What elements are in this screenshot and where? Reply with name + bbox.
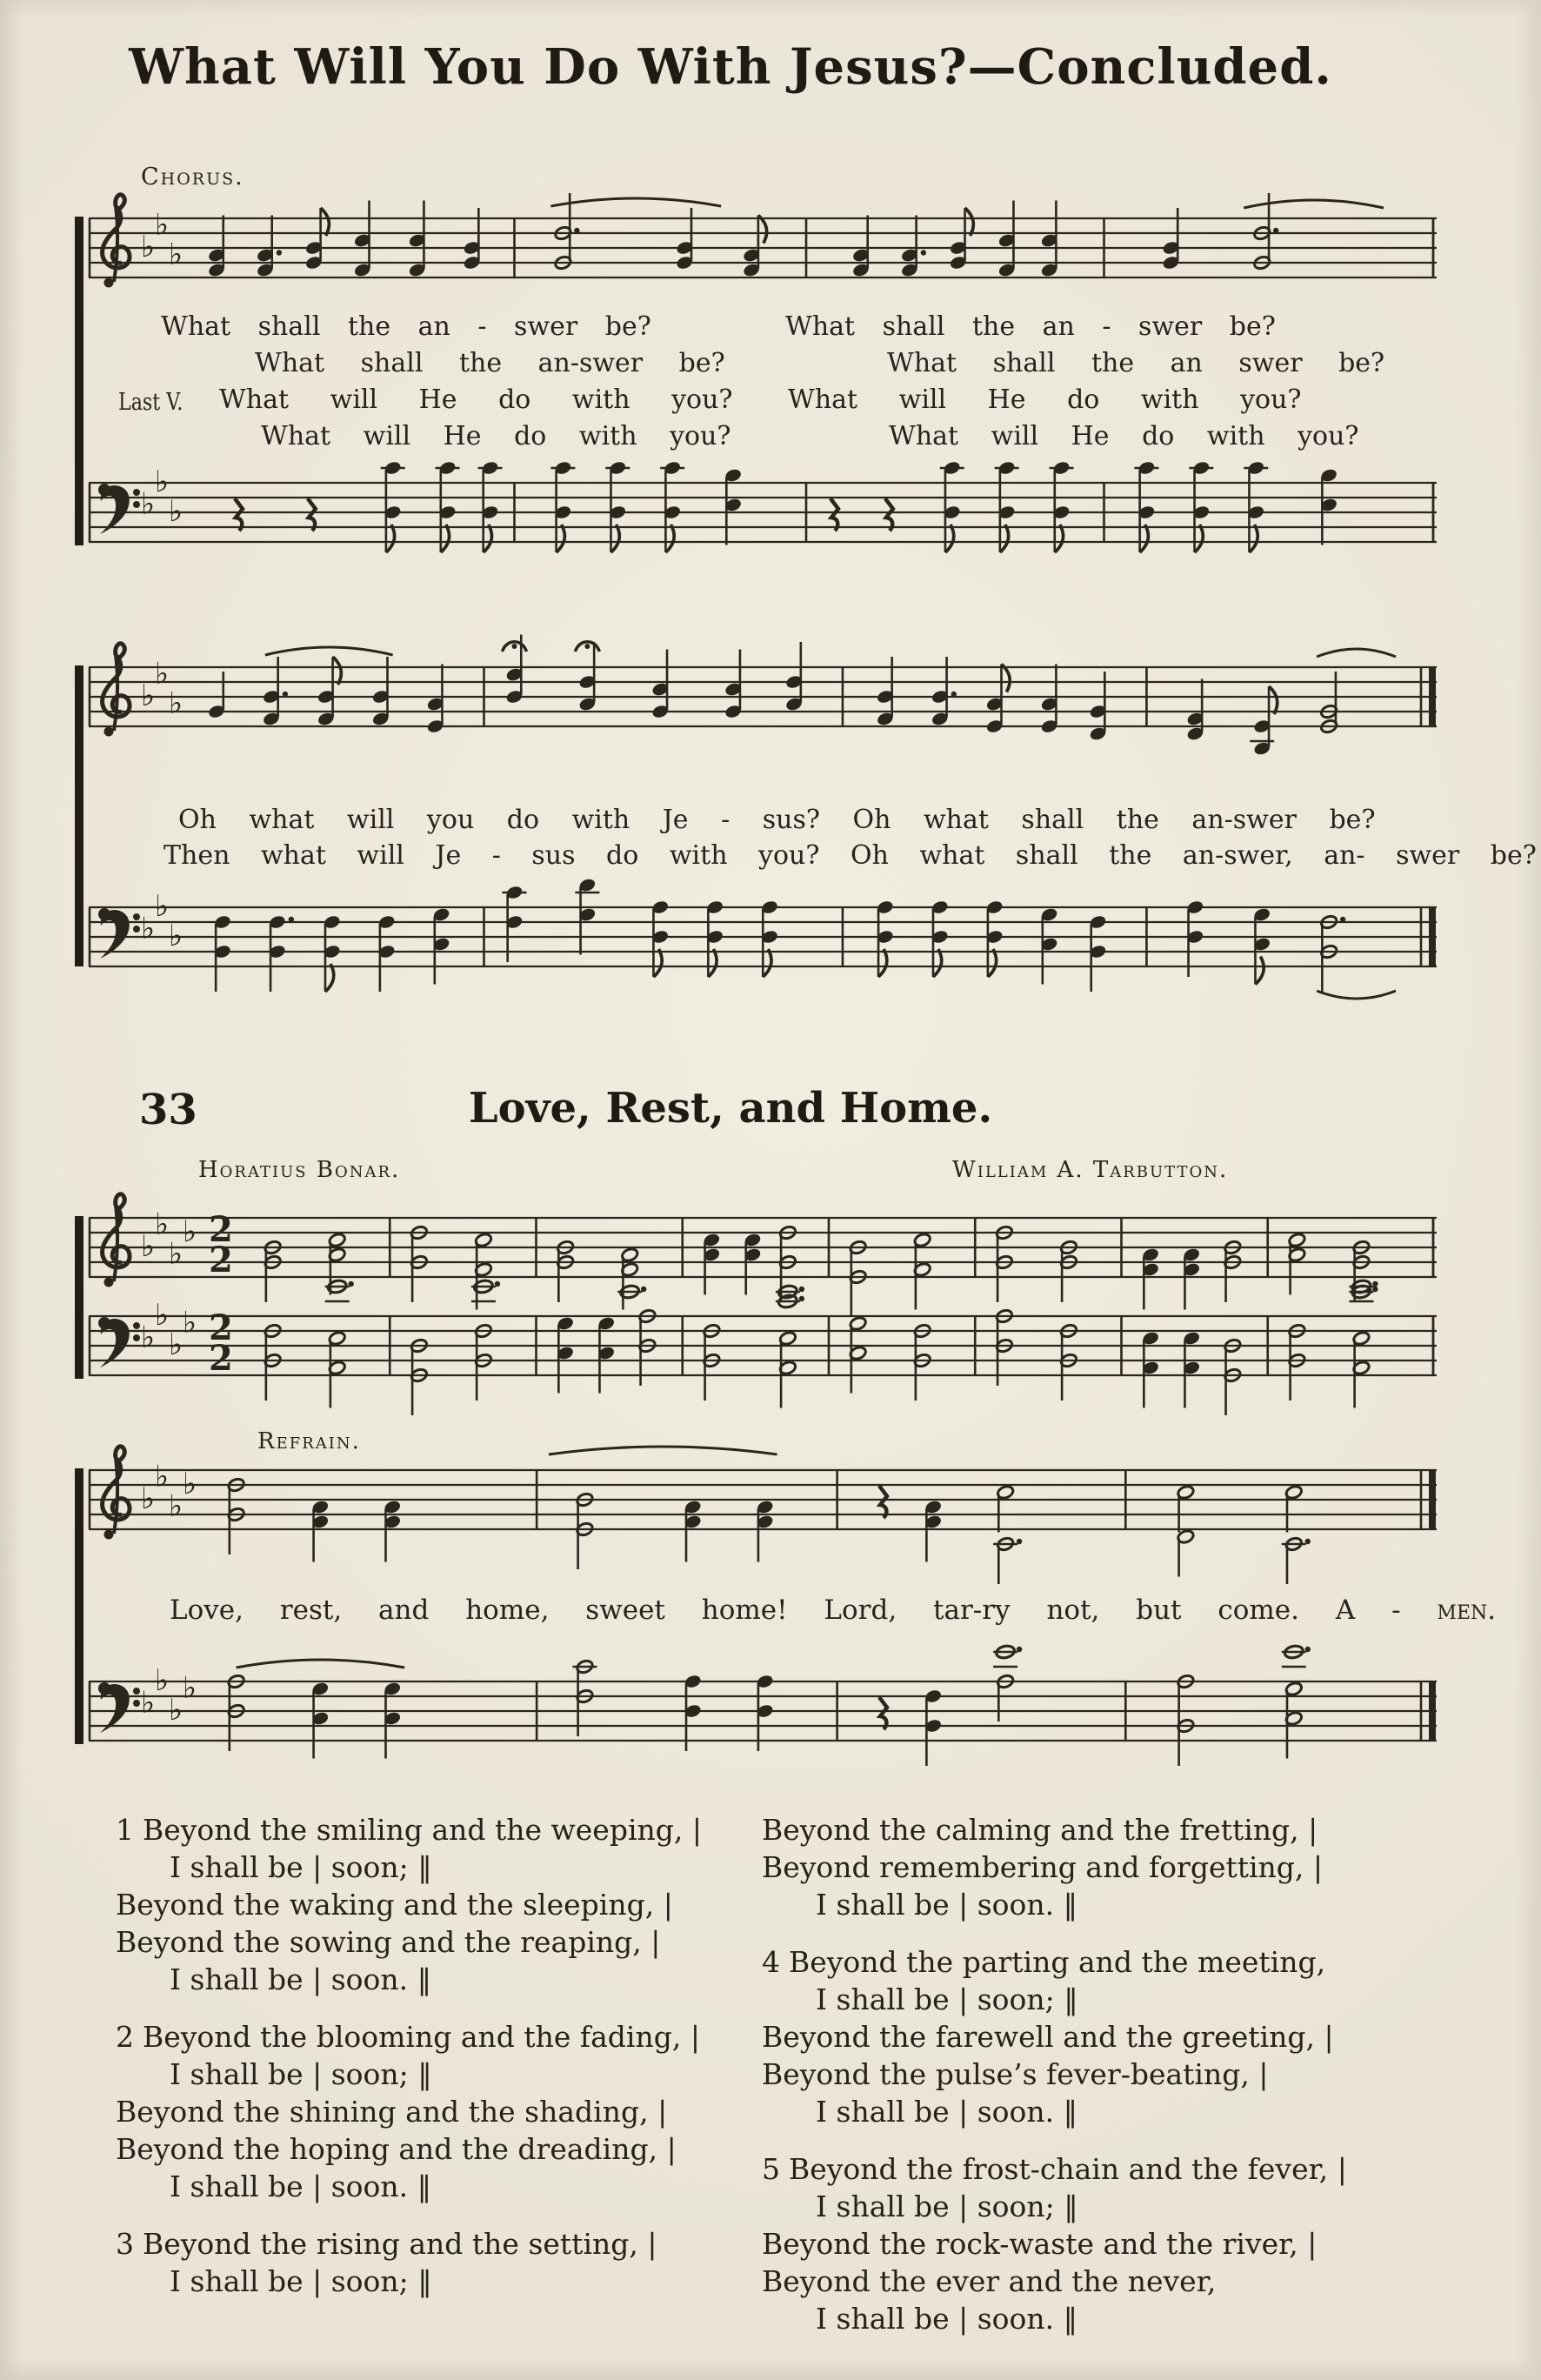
lyric-line: What will He do with you?	[788, 384, 1302, 415]
bass-staff-hymn33	[87, 1268, 1440, 1434]
lyric-line: What shall the an-swer be?	[255, 348, 725, 378]
refrain-lyric-line: Love, rest, and home, sweet home! Lord, tar-ry not, but come. A - men.	[170, 1594, 1497, 1626]
lyric-line: Then what will Je - sus do with you? Oh what shall the an-swer, an- swer be?	[163, 840, 1537, 871]
svg-text:♭: ♭	[169, 1327, 183, 1362]
svg-text:♭: ♭	[155, 1207, 170, 1242]
last-verse-marker: Last V.	[118, 389, 183, 416]
verse-column-left	[116, 1811, 759, 2320]
lyric-line: What shall the an - swer be?	[161, 311, 651, 342]
svg-text:2: 2	[209, 1338, 233, 1379]
verse-number: 3	[116, 2227, 134, 2261]
verse	[762, 1811, 1475, 1923]
verse-line: I shall be | soon. ‖	[170, 1962, 432, 1996]
verse-line: Beyond the hoping and the dreading, |	[116, 2132, 677, 2166]
verse-number: 4	[762, 1945, 780, 1979]
verse-column-right	[762, 1811, 1475, 2357]
svg-text:♭: ♭	[141, 1320, 156, 1355]
lyricist-name: Horatius Bonar.	[198, 1157, 401, 1183]
svg-text:♭: ♭	[141, 486, 156, 522]
svg-text:2: 2	[209, 1240, 233, 1280]
verse-line: 4 Beyond the parting and the meeting,	[762, 1945, 1326, 1979]
verse-line: Beyond the shining and the shading, |	[116, 2095, 668, 2129]
lyric-line: What will He do with you?	[261, 421, 731, 451]
bass-staff-system1	[87, 435, 1440, 600]
svg-text:♭: ♭	[183, 1214, 197, 1249]
verse	[116, 1811, 759, 1998]
svg-text:♭: ♭	[183, 1305, 197, 1340]
verse-line: 1 Beyond the smiling and the weeping, |	[116, 1813, 702, 1847]
svg-text:♭: ♭	[169, 919, 183, 953]
verse	[116, 2225, 759, 2300]
verse	[762, 1943, 1475, 2130]
verse-line: I shall be | soon; ‖	[170, 1850, 432, 1884]
svg-text:♭: ♭	[141, 1481, 156, 1516]
svg-text:2: 2	[209, 1209, 233, 1250]
verse-line: 3 Beyond the rising and the setting, |	[116, 2227, 657, 2261]
verse-line: 5 Beyond the frost-chain and the fever, |	[762, 2152, 1347, 2186]
system-barline	[75, 1468, 83, 1744]
svg-text:♭: ♭	[169, 237, 183, 272]
svg-text:♭: ♭	[141, 1685, 156, 1721]
amen-text: A - men.	[1335, 1594, 1497, 1626]
svg-text:2: 2	[209, 1307, 233, 1348]
system-barline	[75, 665, 83, 966]
svg-text:♭: ♭	[169, 685, 183, 721]
lyric-line: Oh what will you do with Je - sus? Oh what shall the an-swer be?	[178, 805, 1376, 835]
hymn-title: Love, Rest, and Home.	[468, 1084, 993, 1133]
lyric-line: What will He do with you?	[889, 421, 1359, 451]
verse-line: Beyond the farewell and the greeting, |	[762, 2020, 1334, 2054]
verse-line: I shall be | soon; ‖	[816, 1982, 1078, 2016]
bass-staff-system2	[87, 859, 1440, 1025]
verse-line: Beyond remembering and forgetting, |	[762, 1850, 1324, 1884]
svg-text:♭: ♭	[183, 1670, 197, 1706]
svg-text:♭: ♭	[169, 1236, 183, 1272]
svg-text:♭: ♭	[155, 207, 170, 243]
svg-text:♭: ♭	[155, 889, 170, 924]
svg-text:♭: ♭	[155, 465, 170, 499]
svg-text:♭: ♭	[155, 1663, 170, 1698]
system-barline	[75, 217, 83, 545]
verse	[116, 2018, 759, 2205]
svg-text:♭: ♭	[169, 1488, 183, 1524]
verse-line: I shall be | soon. ‖	[170, 2169, 432, 2203]
verse-number: 2	[116, 2020, 134, 2054]
svg-text:♭: ♭	[155, 656, 170, 692]
verse-number: 1	[116, 1813, 134, 1847]
verse	[762, 2150, 1475, 2337]
system-barline	[75, 1216, 83, 1379]
lyric-line: What shall the an swer be?	[887, 348, 1385, 378]
verse-line: I shall be | soon. ‖	[816, 1888, 1078, 1922]
verse-line: I shall be | soon; ‖	[170, 2057, 432, 2091]
svg-text:♭: ♭	[141, 1229, 156, 1264]
page-title: What Will You Do With Jesus?—Concluded.	[129, 38, 1332, 96]
svg-text:♭: ♭	[155, 1459, 170, 1494]
verse-number: 5	[762, 2152, 780, 2186]
svg-text:♭: ♭	[141, 679, 156, 713]
lyric-line: What shall the an - swer be?	[785, 311, 1276, 342]
verse-line: 2 Beyond the blooming and the fading, |	[116, 2020, 700, 2054]
svg-text:♭: ♭	[183, 1467, 197, 1501]
verse-line: I shall be | soon. ‖	[816, 2095, 1078, 2129]
svg-text:♭: ♭	[155, 1298, 170, 1333]
chorus-label: Chorus.	[141, 164, 244, 191]
refrain-label: Refrain.	[257, 1428, 361, 1454]
verse-line: Beyond the pulse’s fever-beating, |	[762, 2057, 1269, 2091]
verse-line: Beyond the calming and the fretting, |	[762, 1813, 1318, 1847]
treble-staff-system2	[87, 619, 1440, 785]
bass-staff-refrain	[87, 1634, 1440, 1799]
verse-line: Beyond the rock-waste and the river, |	[762, 2227, 1318, 2261]
lyric-line: What will He do with you?	[219, 384, 733, 415]
hymn-number: 33	[139, 1086, 197, 1134]
verse-line: I shall be | soon; ‖	[170, 2264, 432, 2298]
composer-name: William A. Tarbutton.	[952, 1157, 1229, 1183]
verse-line: Beyond the sowing and the reaping, |	[116, 1925, 661, 1959]
svg-text:♭: ♭	[169, 1693, 183, 1728]
svg-text:♭: ♭	[141, 911, 156, 946]
svg-text:♭: ♭	[169, 494, 183, 529]
verse-line: Beyond the ever and the never,	[762, 2264, 1217, 2298]
svg-text:♭: ♭	[141, 230, 156, 264]
verse-line: I shall be | soon; ‖	[816, 2189, 1078, 2223]
verse-line: I shall be | soon. ‖	[816, 2302, 1078, 2336]
verse-line: Beyond the waking and the sleeping, |	[116, 1888, 673, 1922]
